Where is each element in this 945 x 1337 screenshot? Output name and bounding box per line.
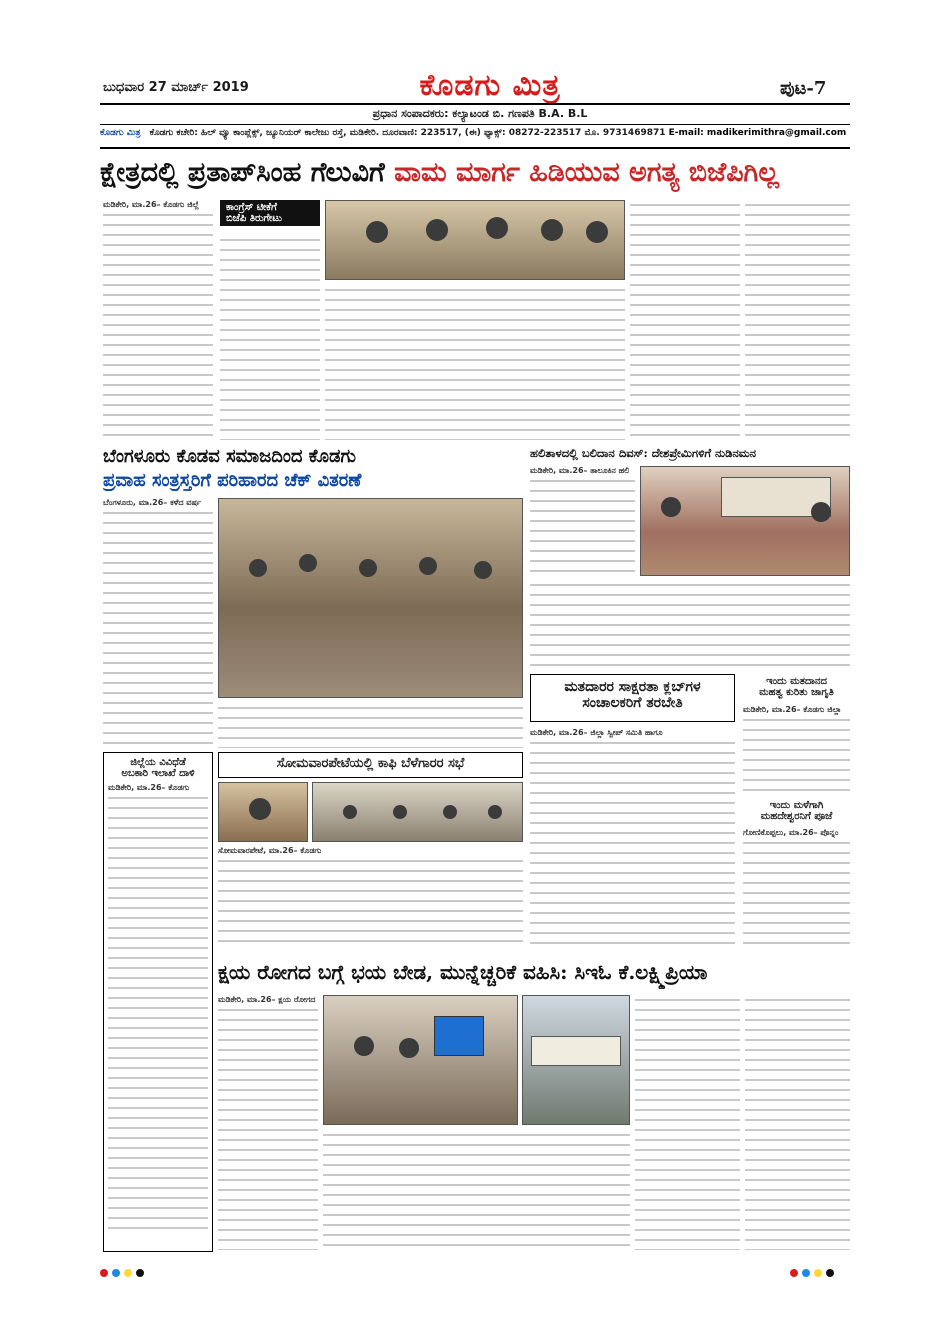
banner-graphic <box>531 1036 621 1066</box>
story4-body <box>530 728 735 948</box>
dot <box>112 1269 120 1277</box>
story4-dateline: ಮಡಿಕೇರಿ, ಮಾ.26– ಜಿಲ್ಲಾ ಸ್ವೀಪ್ ಸಮಿತಿ ಹಾಗೂ <box>530 728 663 737</box>
dot <box>814 1269 822 1277</box>
header-rule-3 <box>100 147 850 149</box>
editor-line: ಪ್ರಧಾನ ಸಂಪಾದಕರು: ಕಲ್ಯಾಟಂಡ ಬಿ. ಗಣಪತಿ B.A. B.L <box>372 107 588 120</box>
person-silhouette <box>811 502 831 522</box>
lead-kicker-line1: ಕಾಂಗ್ರೆಸ್ ಟೀಕೆಗೆ <box>226 202 277 213</box>
story9-column-2 <box>323 1130 630 1250</box>
person-silhouette <box>249 798 271 820</box>
person-silhouette <box>393 805 407 819</box>
person-silhouette <box>249 559 267 577</box>
story7-headline-line1: ಜಿಲ್ಲೆಯ ವಿವಿಧೆಡೆ <box>130 757 186 768</box>
story2-headline-line2: ಪ್ರವಾಹ ಸಂತ್ರಸ್ತರಿಗೆ ಪರಿಹಾರದ ಚೆಕ್ ವಿತರಣೆ <box>103 470 362 491</box>
story2-text-lines <box>103 508 213 748</box>
story6-photo-1 <box>218 782 308 842</box>
person-silhouette <box>426 219 448 241</box>
person-silhouette <box>661 497 681 517</box>
page-number: ಪುಟ-7 <box>780 78 827 99</box>
person-silhouette <box>419 557 437 575</box>
lead-headline-part2: ವಾಮ ಮಾರ್ಗ ಹಿಡಿಯುವ ಅಗತ್ಯ ಬಿಜೆಪಿಗಿಲ್ಲ <box>394 157 780 188</box>
contact-strip <box>100 128 850 144</box>
lead-kicker <box>220 200 320 226</box>
story9-headline: ಕ್ಷಯ ರೋಗದ ಬಗ್ಗೆ ಭಯ ಬೇಡ, ಮುನ್ನೆಚ್ಚರಿಕೆ ವಹಿಸಿ: ಸಿಇಓ ಕೆ.ಲಕ್ಷ್ಮಿಪ್ರಿಯಾ <box>218 960 708 984</box>
story6-text-lines <box>218 856 523 948</box>
story5-headline-line2: ಮಹತ್ವ ಕುರಿತು ಜಾಗೃತಿ <box>759 687 834 698</box>
story6-body <box>218 846 523 948</box>
lead-column-1 <box>103 200 213 440</box>
story3-column-1 <box>530 466 635 576</box>
registration-dots-left <box>100 1262 148 1281</box>
dot <box>124 1269 132 1277</box>
person-silhouette <box>443 805 457 819</box>
person-silhouette <box>359 559 377 577</box>
story9-column-4 <box>745 995 850 1250</box>
header-rule-2 <box>100 124 850 125</box>
story6-headline: ಸೋಮವಾರಪೇಟೆಯಲ್ಲಿ ಕಾಫಿ ಬೆಳೆಗಾರರ ಸಭೆ <box>276 756 465 771</box>
story7-box <box>103 752 213 1252</box>
story5-body <box>743 705 850 795</box>
lead-column-5 <box>745 200 850 440</box>
contact-address: ಕೊಡಗು ಕಚೇರಿ: ಹಿಲ್ ವ್ಯೂ ಕಾಂಪ್ಲೆಕ್ಸ್, ಜ್ಯೂನಿಯರ್ ಕಾಲೇಜು ರಸ್ತೆ, ಮಡಿಕೇರಿ. ದೂರವಾಣಿ: 223517, (ಈ) ಫ್ಯಾಕ್ಸ್: 08272-223517 ಮೊ. 9731469871 <box>149 128 666 138</box>
story4-headline-box <box>530 674 735 722</box>
story5-dateline: ಮಡಿಕೇರಿ, ಮಾ.26– ಕೊಡಗು ಜಿಲ್ಲಾ <box>743 705 842 714</box>
story3-headline: ಹಲಿತಾಳದಲ್ಲಿ ಬಲಿದಾನ ದಿವಸ್: ದೇಶಪ್ರೇಮಿಗಳಿಗೆ ನುಡಿನಮನ <box>530 446 757 460</box>
story9-dateline: ಮಡಿಕೇರಿ, ಮಾ.26– ಕ್ಷಯ ರೋಗದ <box>218 995 316 1004</box>
person-silhouette <box>474 561 492 579</box>
story6-headline-box <box>218 752 523 778</box>
story2-dateline: ಬೆಂಗಳೂರು, ಮಾ.26– ಕಳೆದ ವರ್ಷ <box>103 498 202 507</box>
dot <box>802 1269 810 1277</box>
story8-headline-line1: ಇಂದು ಮಳೆಗಾಗಿ <box>769 800 824 811</box>
story8-body <box>743 828 850 948</box>
story4-headline-line1: ಮತದಾರರ ಸಾಕ್ಷರತಾ ಕ್ಲಬ್‌ಗಳ <box>564 679 701 695</box>
story4-text-lines <box>530 738 735 948</box>
story9-photo-2 <box>522 995 630 1125</box>
lead-headline-part1: ಕ್ಷೇತ್ರದಲ್ಲಿ ಪ್ರತಾಪ್‌ಸಿಂಹ ಗೆಲುವಿಗೆ <box>100 157 385 188</box>
story5-headline-box <box>743 676 850 698</box>
lead-column-4 <box>630 200 740 440</box>
story6-photo-2 <box>312 782 523 842</box>
story7-body <box>108 783 208 1238</box>
contact-brand: ಕೊಡಗು ಮಿತ್ರ <box>100 128 141 138</box>
lead-headline <box>100 151 850 195</box>
story3-text-lines <box>530 476 635 576</box>
person-silhouette <box>299 554 317 572</box>
story2-photo <box>218 498 523 698</box>
story9-column-1 <box>218 995 318 1250</box>
story3-dateline: ಮಡಿಕೇರಿ, ಮಾ.26– ತಾಲೂಕಿನ ಹಲಿ <box>530 466 630 475</box>
lead-column-3 <box>325 285 625 440</box>
person-silhouette <box>354 1036 374 1056</box>
lead-dateline: ಮಡಿಕೇರಿ, ಮಾ.26– ಕೊಡಗು ಜಿಲ್ಲೆ <box>103 200 199 209</box>
story3-photo <box>640 466 850 576</box>
flag-graphic <box>434 1016 484 1056</box>
story9-column-3 <box>635 995 740 1250</box>
lead-text-lines <box>103 210 213 440</box>
story6-dateline: ಸೋಮವಾರಪೇಟೆ, ಮಾ.26– ಕೊಡಗು <box>218 846 322 855</box>
story5-headline-line1: ಇಂದು ಮತದಾನದ <box>766 676 827 687</box>
person-silhouette <box>343 805 357 819</box>
person-silhouette <box>399 1038 419 1058</box>
dot <box>790 1269 798 1277</box>
story4-headline-line2: ಸಂಚಾಲಕರಿಗೆ ತರಬೇತಿ <box>582 695 683 711</box>
masthead-title: ಕೊಡಗು ಮಿತ್ರ <box>419 68 561 103</box>
dot <box>136 1269 144 1277</box>
person-silhouette <box>541 219 563 241</box>
person-silhouette <box>586 221 608 243</box>
person-silhouette <box>486 217 508 239</box>
story8-dateline: ಗೋಣಿಕೊಪ್ಪಲು, ಮಾ.26– ಪೊನ್ನಂ <box>743 828 839 837</box>
story7-headline-line2: ಅಬಕಾರಿ ಇಲಾಖೆ ದಾಳಿ <box>121 768 195 779</box>
story3-column-2 <box>530 580 850 670</box>
dot <box>826 1269 834 1277</box>
issue-date: ಬುಧವಾರ 27 ಮಾರ್ಚ್ 2019 <box>103 80 249 95</box>
story7-dateline: ಮಡಿಕೇರಿ, ಮಾ.26– ಕೊಡಗು <box>108 783 190 792</box>
story2-headline-line1: ಬೆಂಗಳೂರು ಕೊಡವ ಸಮಾಜದಿಂದ ಕೊಡಗು <box>103 446 356 467</box>
contact-email: E-mail: madikerimithra@gmail.com <box>668 128 847 138</box>
lead-column-2 <box>220 235 320 440</box>
story5-text-lines <box>743 715 850 795</box>
person-silhouette <box>488 805 502 819</box>
person-silhouette <box>366 221 388 243</box>
story7-text-lines <box>108 793 208 1233</box>
header-rule <box>100 103 850 105</box>
lead-kicker-line2: ಬಿಜೆಪಿ ತಿರುಗೇಟು <box>226 213 282 224</box>
story8-headline-line2: ಮಹದೇಶ್ವರನಿಗೆ ಪೂಜೆ <box>760 811 833 822</box>
story9-text-lines <box>218 1005 318 1250</box>
registration-dots-right <box>790 1262 838 1281</box>
story8-text-lines <box>743 838 850 948</box>
story2-column-2 <box>218 703 523 748</box>
story8-headline-box <box>743 800 850 822</box>
story2-column-1 <box>103 498 213 748</box>
story9-photo-1 <box>323 995 518 1125</box>
dot <box>100 1269 108 1277</box>
lead-photo <box>325 200 625 280</box>
